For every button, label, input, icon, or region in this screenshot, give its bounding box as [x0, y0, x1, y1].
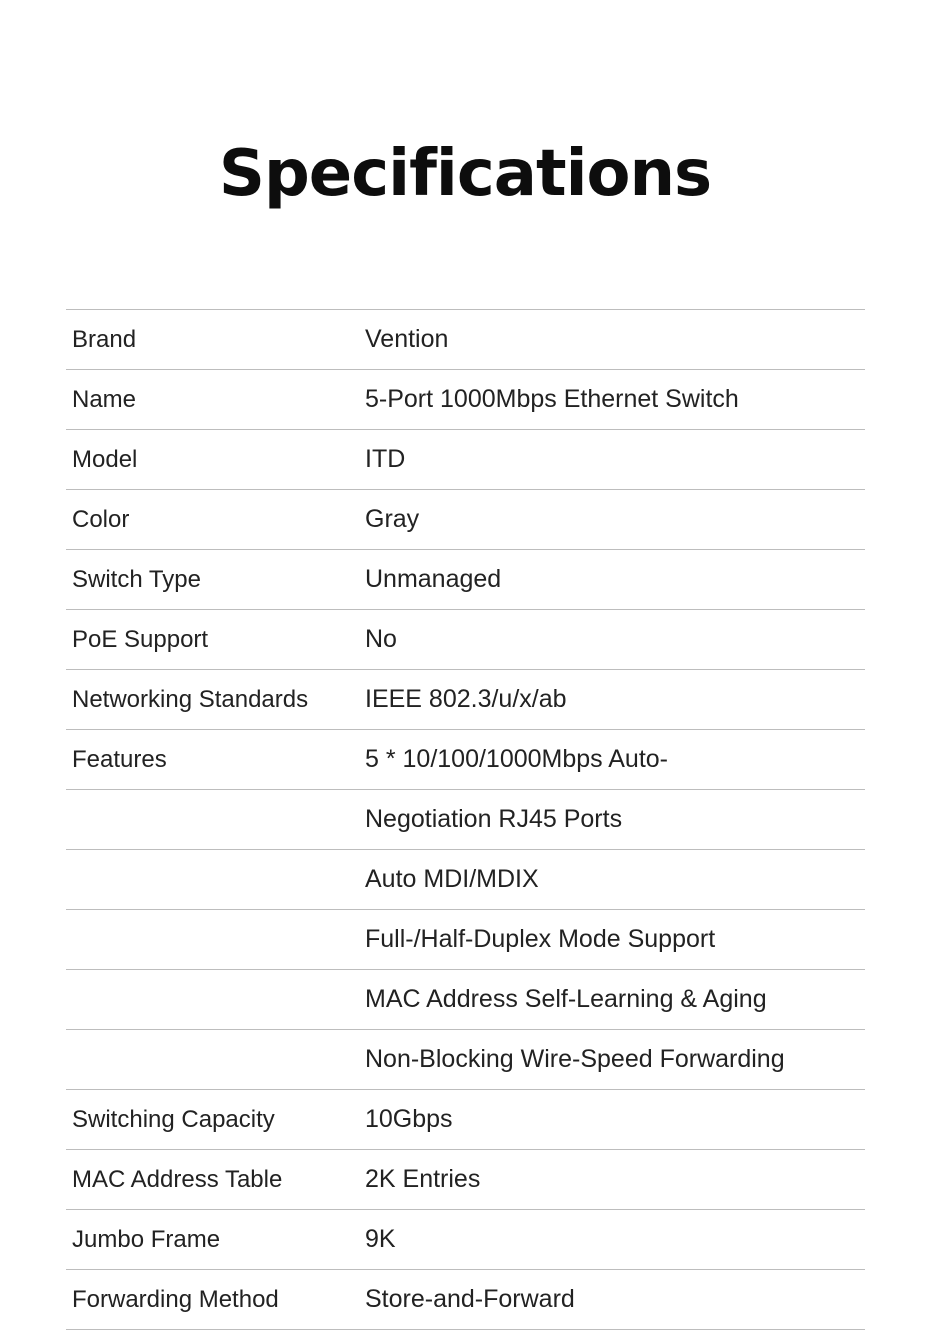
spec-label: PoE Support: [72, 625, 209, 653]
spec-row-name: [66, 370, 865, 430]
spec-value: 2K Entries: [365, 1165, 481, 1193]
spec-row-features-cont: [66, 790, 865, 850]
spec-label: Forwarding Method: [72, 1285, 279, 1313]
spec-row-color: [66, 490, 865, 550]
spec-label: Name: [72, 385, 137, 413]
spec-row-switch-type: [66, 550, 865, 610]
spec-value: Unmanaged: [365, 565, 502, 593]
spec-label: Networking Standards: [72, 685, 309, 713]
spec-row-mac-address-table: [66, 1150, 865, 1210]
spec-value: Negotiation RJ45 Ports: [365, 805, 623, 833]
spec-row-features-cont: [66, 1030, 865, 1090]
spec-row-features-cont: [66, 970, 865, 1030]
spec-value: ITD: [365, 445, 406, 473]
spec-label: Color: [72, 505, 130, 533]
spec-value: 9K: [365, 1225, 396, 1253]
spec-value: MAC Address Self-Learning & Aging: [365, 985, 767, 1013]
spec-label: Model: [72, 445, 138, 473]
spec-label: Brand: [72, 325, 137, 353]
spec-label: Features: [72, 745, 167, 773]
spec-value: Full-/Half-Duplex Mode Support: [365, 925, 716, 953]
spec-label: Jumbo Frame: [72, 1225, 221, 1253]
spec-value: Auto MDI/MDIX: [365, 865, 539, 893]
spec-row-forwarding-method: [66, 1270, 865, 1330]
spec-row-features-cont: [66, 850, 865, 910]
spec-value: No: [365, 625, 397, 653]
spec-row-model: [66, 430, 865, 490]
spec-row-networking-standards: [66, 670, 865, 730]
spec-row-switching-capacity: [66, 1090, 865, 1150]
spec-row-features: [66, 730, 865, 790]
spec-label: Switching Capacity: [72, 1105, 275, 1133]
spec-value: Vention: [365, 325, 449, 353]
spec-label: MAC Address Table: [72, 1165, 283, 1193]
spec-value: Store-and-Forward: [365, 1285, 575, 1313]
spec-value: IEEE 802.3/u/x/ab: [365, 685, 567, 713]
spec-value: Gray: [365, 505, 420, 533]
spec-row-brand: [66, 310, 865, 370]
spec-value: 10Gbps: [365, 1105, 453, 1133]
spec-row-poe-support: [66, 610, 865, 670]
spec-row-features-cont: [66, 910, 865, 970]
spec-value: 5 * 10/100/1000Mbps Auto-: [365, 745, 669, 773]
spec-value: 5-Port 1000Mbps Ethernet Switch: [365, 385, 739, 413]
page-title: Specifications: [218, 137, 712, 211]
spec-table: [66, 309, 865, 1330]
spec-label: Switch Type: [72, 565, 201, 593]
spec-row-jumbo-frame: [66, 1210, 865, 1270]
spec-value: Non-Blocking Wire-Speed Forwarding: [365, 1045, 785, 1073]
